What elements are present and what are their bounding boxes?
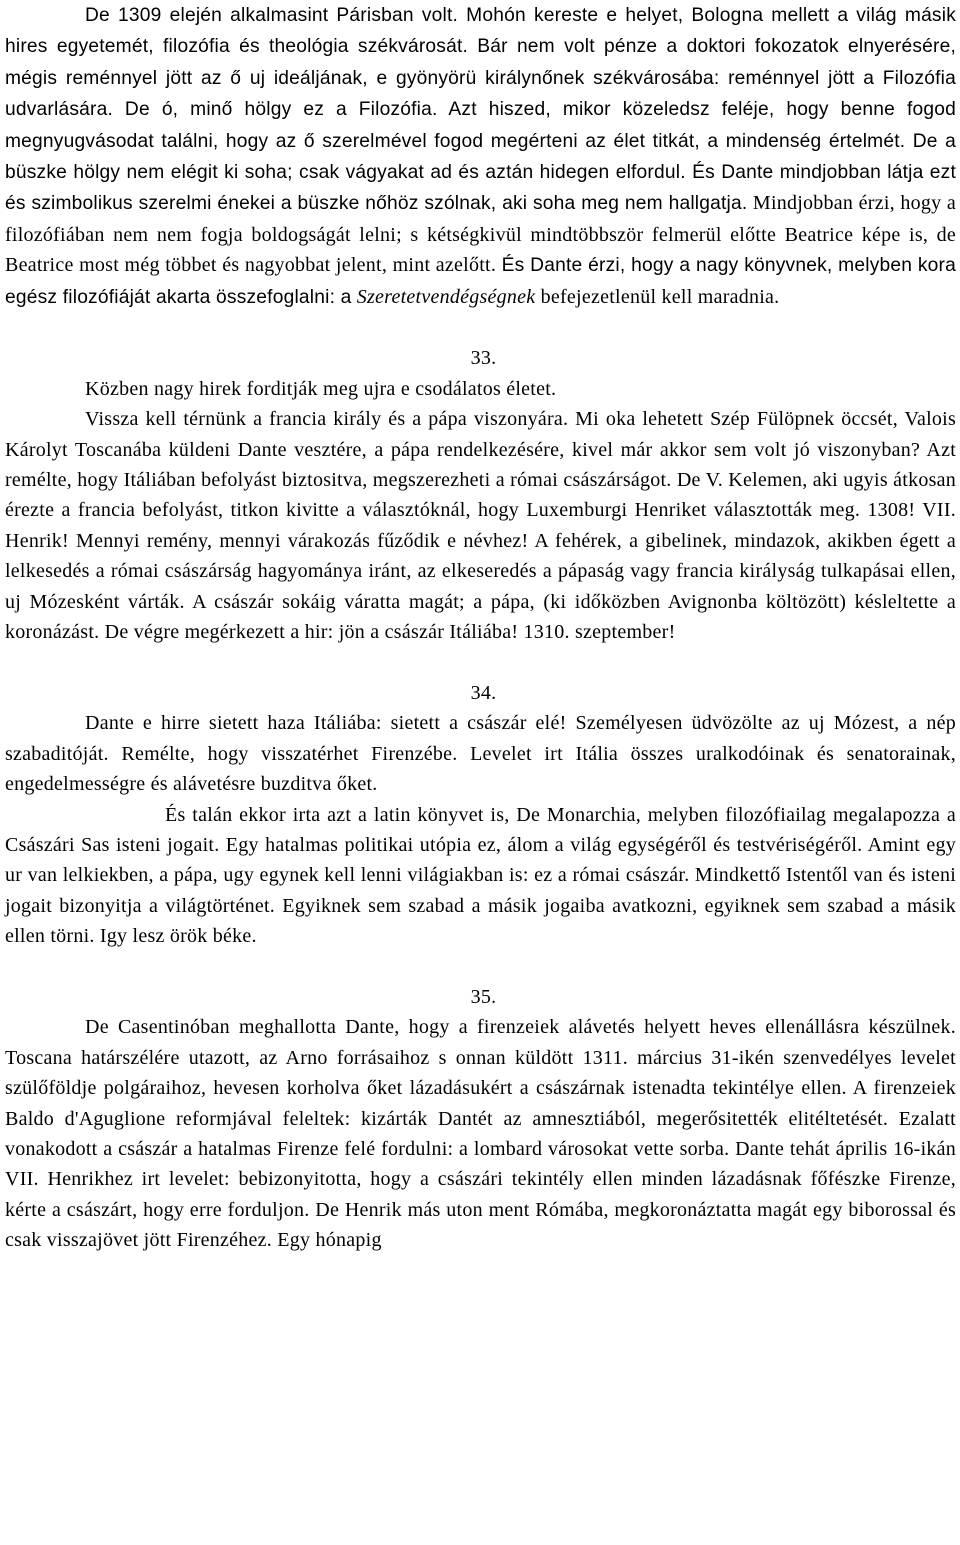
paragraph-paris-end: befejezetlenül kell maradnia. [540, 285, 780, 308]
section-gap [5, 952, 956, 982]
section-gap [5, 648, 956, 678]
paragraph-news: Közben nagy hirek forditják meg ujra e csodálatos életet. [85, 377, 557, 400]
paragraph-paris-sans-text-2: És Dante érzi, hogy a nagy könyvnek, melyben kora egész filozófiáját akarta összefoglalni: a [5, 255, 957, 308]
section-gap [5, 313, 956, 343]
paragraph-de-monarchia: És talán ekkor irta azt a latin könyvet is, De Monarchia, melyben filozófiailag megalapozza a Császári Sas isteni jogait. Egy hatalmas politikai utópia ez, álom a világ egységéről és testvériségéről. Amint egy ur van lelkiekben, a pápa, ugy egynek kell lenni világiakban is: ez a római császár. Mindkettő Istentől van és isteni jogait bizonyitja a világtörténet. Egyiknek sem szabad a másik jogaiba avatkozni, egyiknek sem szabad a másik ellen törni. Igy lesz örök béke. [5, 803, 956, 948]
paragraph-paris [5, 0, 956, 313]
section-number-34: 34. [470, 681, 497, 704]
section-number-35: 35. [470, 985, 497, 1008]
paragraph-paris-sans-text: De 1309 elején alkalmasint Párisban volt. Mohón kereste e helyet, Bologna mellett a világ másik hires egyetemét, filozófia és theológia székvárosát. Bár nem volt pénze a doktori fokozatok elnyerésére, mégis reménnyel jött az ő uj ideáljának, e gyönyörü királynőnek székvárosába: reménnyel jött a Filozófia udvarlására. De ó, minő hölgy ez a Filozófia. Azt hiszed, mikor közeledsz feléje, hogy benne fogod megnyugvásodat találni, hogy az ő szerelmével fogod megérteni az élet titkát, a mindenség értelmét. De a büszke hölgy nem elégit ki soha; csak vágyakat ad és aztán hidegen elfordul. És Dante mindjobban látja ezt és szimbolikus szerelmi énekei a büszke nőhöz szólnak, aki soha meg nem hallgatja. [5, 5, 956, 215]
paragraph-casentino: De Casentinóban meghallotta Dante, hogy a firenzeiek alávetés helyett heves ellenállásra készülnek. Toscana határszélére utazott, az Arno forrásaihoz s onnan küldött 1311. március 31-ikén szenvedélyes levelet szülőföldje polgáraihoz, hevesen korholva őket lázadásukért a császárnak istenadta tekintélye ellen. A firenzeiek Baldo d'Aguglione reformjával feleltek: kizárták Dantét az amnesztiából, megerősitették elitéltetését. Ezalatt vonakodott a császár a hatalmas Firenze felé fordulni: a lombard városokat vette sorba. Dante tehát április 16-ikán VII. Henrikhez irt levelet: bebizonyitotta, hogy a császári tekintély ellen minden lázadásnak főfészke Firenze, kérte a császárt, hogy erre forduljon. De Henrik más uton ment Rómába, megkoronáztatta magát egy biborossal és csak visszajövet jött Firenzéhez. Egy hónapig [5, 1016, 956, 1252]
book-title-italic: Szeretetvendégségnek [356, 285, 536, 308]
paragraph-paris-serif-text: Mindjobban érzi, hogy a filozófiában nem nem fogja boldogságát lelni; s kétségkivül mindtöbbször felmerül előtte Beatrice képe is, de Beatrice most még többet és nagyobbat jelent, mint azelőtt. [5, 192, 957, 277]
paragraph-dante-return: Dante e hirre sietett haza Itáliába: sietett a császár elé! Személyesen üdvözölte az uj Mózest, a nép szabaditóját. Remélte, hogy visszatérhet Firenzébe. Levelet irt Itália összes uralkodóinak és senatorainak, engedelmességre és alávetésre buzditva őket. [5, 712, 956, 796]
paragraph-french-king: Vissza kell térnünk a francia király és a pápa viszonyára. Mi oka lehetett Szép Fülöpnek öccsét, Valois Károlyt Toscanába küldeni Dante vesztére, a pápa rendelkezésére, kivel már akkor sem volt jó viszonyban? Azt remélte, hogy Itáliában befolyást biztositva, megszerezheti a római császárságot. De V. Kelemen, aki ugyis átkosan érezte a francia befolyást, titkon kivitte a választóknál, hogy Luxemburgi Henriket választották meg. 1308! VII. Henrik! Mennyi remény, mennyi várakozás fűződik e névhez! A fehérek, a gibelinek, mindazok, akikben égett a lelkesedés a római császárság hagyománya iránt, az elkeseredés a pápaság vagy francia királyság tulkapásai ellen, uj Mózesként várták. A császár sokáig váratta magát; a pápa, (ki időközben Avignonba költözött) késleltette a koronázást. De végre megérkezett a hir: jön a császár Itáliába! 1310. szeptember! [5, 408, 956, 644]
section-number-33: 33. [470, 347, 497, 370]
